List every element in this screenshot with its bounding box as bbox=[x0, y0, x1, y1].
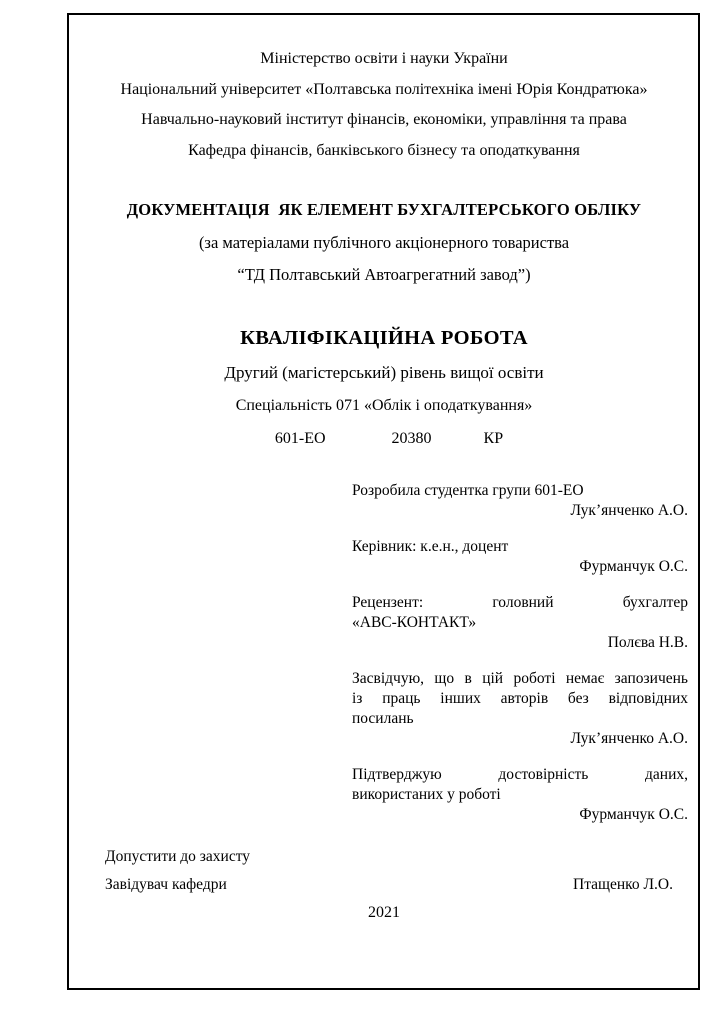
work-type-heading: КВАЛІФІКАЦІЙНА РОБОТА bbox=[240, 327, 528, 349]
qualification-block bbox=[86, 320, 682, 454]
university-line: Національний університет «Полтавська політехніка імені Юрія Кондратюка» bbox=[120, 80, 648, 98]
supervisor-label: Керівник: к.е.н., доцент bbox=[352, 538, 509, 555]
supervisor-name: Фурманчук О.С. bbox=[579, 558, 688, 575]
admit-to-defense-line: Допустити до захисту bbox=[105, 848, 251, 865]
developer-name: Лук’янченко А.О. bbox=[570, 502, 688, 519]
thesis-subtitle-line2: “ТД Полтавський Автоагрегатний завод”) bbox=[237, 265, 531, 284]
data-confirmation-name: Фурманчук О.С. bbox=[579, 806, 688, 823]
signatories-column bbox=[352, 481, 688, 825]
codes-row bbox=[86, 423, 682, 454]
thesis-title: ДОКУМЕНТАЦІЯ ЯК ЕЛЕМЕНТ БУХГАЛТЕРСЬКОГО ОБЛІКУ bbox=[126, 200, 642, 219]
reviewer-label-line1: Рецензент: головний бухгалтер bbox=[352, 594, 688, 611]
specialty-line: Спеціальність 071 «Облік і оподаткування» bbox=[235, 397, 533, 414]
institute-line: Навчально-науковий інститут фінансів, економіки, управління та права bbox=[141, 111, 627, 128]
year-line: 2021 bbox=[368, 904, 400, 921]
originality-line2: із праць інших авторів без відповідних bbox=[352, 690, 688, 707]
department-head-label: Завідувач кафедри bbox=[105, 876, 227, 893]
originality-name: Лук’янченко А.О. bbox=[570, 730, 688, 747]
department-head-row bbox=[105, 874, 673, 896]
supervisor-paragraph bbox=[352, 537, 688, 577]
work-number: 20380 bbox=[391, 429, 432, 447]
data-confirmation-line2: використаних у роботі bbox=[352, 786, 501, 803]
data-confirmation-paragraph bbox=[352, 765, 688, 825]
institution-header bbox=[86, 44, 682, 166]
ministry-line: Міністерство освіти і науки України bbox=[260, 50, 508, 67]
originality-line3: посилань bbox=[352, 710, 414, 727]
thesis-subtitle-line1: (за матеріалами публічного акціонерного товариства bbox=[198, 232, 570, 252]
department-head-name: Птащенко Л.О. bbox=[573, 876, 673, 893]
education-level: Другий (магістерський) рівень вищої освіти bbox=[224, 363, 544, 382]
group-code: 601-ЕО bbox=[274, 429, 326, 447]
developer-label: Розробила студентка групи 601-ЕО bbox=[352, 482, 584, 499]
reviewer-paragraph bbox=[352, 593, 688, 653]
reviewer-name: Полєва Н.В. bbox=[607, 634, 688, 651]
department-line: Кафедра фінансів, банківського бізнесу та оподаткування bbox=[188, 141, 580, 159]
data-confirmation-line1: Підтверджую достовірність даних, bbox=[352, 766, 688, 783]
thesis-title-block bbox=[86, 194, 682, 292]
work-code: КР bbox=[483, 429, 504, 447]
reviewer-label-line2: «АВС-КОНТАКТ» bbox=[352, 614, 477, 631]
originality-line1: Засвідчую, що в цій роботі немає запозичень bbox=[352, 670, 688, 687]
developer-paragraph bbox=[352, 481, 688, 521]
originality-paragraph bbox=[352, 669, 688, 749]
